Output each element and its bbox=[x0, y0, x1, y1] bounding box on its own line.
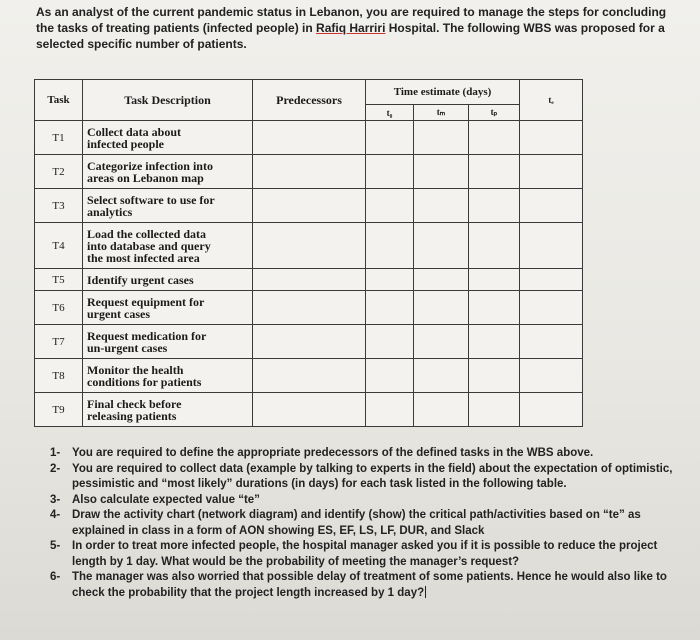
desc-line: analytics bbox=[87, 204, 133, 219]
question-text: Draw the activity chart (network diagram) and identify (show) the critical path/activities based on “te” as explained in class in a form of AON showing ES, EF, LS, LF, DUR, and Slack bbox=[72, 509, 641, 537]
header-predecessors: Predecessors bbox=[253, 80, 366, 121]
question-number: 2- bbox=[50, 462, 61, 475]
header-tm: tₘ bbox=[414, 105, 469, 121]
to-cell[interactable] bbox=[366, 269, 414, 291]
desc-line: Request equipment for bbox=[87, 294, 205, 309]
question-number: 3- bbox=[50, 493, 61, 506]
tp-cell[interactable] bbox=[469, 325, 520, 359]
te-cell[interactable] bbox=[520, 223, 583, 269]
table-row bbox=[35, 325, 583, 359]
question-number: 4- bbox=[50, 509, 61, 521]
predecessors-cell[interactable] bbox=[253, 155, 366, 189]
task-description bbox=[83, 325, 253, 359]
intro-text-a: As an analyst of the current pandemic status in Lebanon, you are required to manage the steps for concluding the tasks of treating patients (infected people) in bbox=[36, 5, 667, 35]
question-number: 5- bbox=[50, 540, 61, 552]
desc-line: Final check before bbox=[87, 396, 182, 411]
header-te: tₑ bbox=[520, 80, 583, 121]
task-description bbox=[83, 189, 253, 223]
question-text: You are required to collect data (example by talking to experts in the field) about the expectation of optimistic, pessimistic and “most likely” durations (in days) for each task listed in the following table. bbox=[72, 462, 673, 490]
question-item bbox=[50, 539, 690, 570]
text-cursor-icon bbox=[425, 586, 426, 598]
tm-cell[interactable] bbox=[414, 291, 469, 325]
task-id: T7 bbox=[35, 325, 83, 359]
question-text: Also calculate expected value “te” bbox=[72, 493, 260, 506]
tm-cell[interactable] bbox=[414, 359, 469, 393]
question-item bbox=[50, 493, 690, 509]
tm-cell[interactable] bbox=[414, 269, 469, 291]
tp-cell[interactable] bbox=[469, 291, 520, 325]
tp-cell[interactable] bbox=[469, 223, 520, 269]
te-cell[interactable] bbox=[520, 155, 583, 189]
task-id: T5 bbox=[35, 269, 83, 291]
header-tp: tₚ bbox=[469, 105, 520, 121]
desc-line: un-urgent cases bbox=[87, 340, 168, 355]
tp-cell[interactable] bbox=[469, 121, 520, 155]
tp-cell[interactable] bbox=[469, 393, 520, 427]
tm-cell[interactable] bbox=[414, 223, 469, 269]
te-cell[interactable] bbox=[520, 269, 583, 291]
predecessors-cell[interactable] bbox=[253, 291, 366, 325]
task-id: T6 bbox=[35, 291, 83, 325]
table-row bbox=[35, 223, 583, 269]
table-row bbox=[35, 121, 583, 155]
tp-cell[interactable] bbox=[469, 155, 520, 189]
question-item bbox=[50, 570, 690, 601]
desc-line: conditions for patients bbox=[87, 374, 202, 389]
desc-line: Categorize infection into bbox=[87, 158, 213, 173]
question-number: 6- bbox=[50, 571, 61, 583]
to-cell[interactable] bbox=[366, 393, 414, 427]
table-row bbox=[35, 291, 583, 325]
tm-cell[interactable] bbox=[414, 325, 469, 359]
predecessors-cell[interactable] bbox=[253, 269, 366, 291]
task-id: T1 bbox=[35, 121, 83, 155]
question-list bbox=[50, 446, 690, 601]
desc-line: areas on Lebanon map bbox=[87, 170, 204, 185]
intro-text-b: Hospital. The following WBS was proposed for a selected specific number of patients. bbox=[36, 21, 665, 51]
intro-paragraph bbox=[36, 4, 686, 52]
question-item bbox=[50, 446, 690, 462]
table-row bbox=[35, 269, 583, 291]
to-cell[interactable] bbox=[366, 189, 414, 223]
task-id: T8 bbox=[35, 359, 83, 393]
te-cell[interactable] bbox=[520, 325, 583, 359]
table-row bbox=[35, 155, 583, 189]
task-description bbox=[83, 291, 253, 325]
tp-cell[interactable] bbox=[469, 359, 520, 393]
task-id: T9 bbox=[35, 393, 83, 427]
desc-line: Monitor the health bbox=[87, 362, 184, 377]
tm-cell[interactable] bbox=[414, 155, 469, 189]
task-description bbox=[83, 393, 253, 427]
header-row-1 bbox=[35, 80, 583, 105]
to-cell[interactable] bbox=[366, 121, 414, 155]
tp-cell[interactable] bbox=[469, 269, 520, 291]
task-description bbox=[83, 269, 253, 291]
task-id: T4 bbox=[35, 223, 83, 269]
header-task: Task bbox=[35, 80, 83, 121]
question-text: In order to treat more infected people, the hospital manager asked you if it is possible to reduce the project length by 1 day. What would be the probability of meeting the manager’s request? bbox=[72, 540, 658, 568]
to-cell[interactable] bbox=[366, 223, 414, 269]
task-description bbox=[83, 155, 253, 189]
to-cell[interactable] bbox=[366, 155, 414, 189]
tm-cell[interactable] bbox=[414, 393, 469, 427]
predecessors-cell[interactable] bbox=[253, 393, 366, 427]
desc-line: Select software to use for bbox=[87, 192, 215, 207]
desc-line: Identify urgent cases bbox=[87, 272, 194, 287]
to-cell[interactable] bbox=[366, 325, 414, 359]
predecessors-cell[interactable] bbox=[253, 189, 366, 223]
tm-cell[interactable] bbox=[414, 189, 469, 223]
te-cell[interactable] bbox=[520, 393, 583, 427]
desc-line: Load the collected data bbox=[87, 226, 206, 241]
question-item bbox=[50, 462, 690, 493]
question-number: 1- bbox=[50, 447, 61, 459]
to-cell[interactable] bbox=[366, 359, 414, 393]
question-item bbox=[50, 508, 690, 539]
desc-line: into database and query bbox=[87, 238, 211, 253]
header-to: t₀ bbox=[366, 105, 414, 121]
task-description bbox=[83, 359, 253, 393]
question-text: You are required to define the appropriate predecessors of the defined tasks in the WBS above. bbox=[72, 447, 594, 459]
hospital-name: Rafiq Harriri bbox=[316, 21, 386, 35]
header-description: Task Description bbox=[83, 80, 253, 121]
predecessors-cell[interactable] bbox=[253, 121, 366, 155]
te-cell[interactable] bbox=[520, 121, 583, 155]
task-description bbox=[83, 121, 253, 155]
te-cell[interactable] bbox=[520, 359, 583, 393]
table-row bbox=[35, 393, 583, 427]
header-time-estimate: Time estimate (days) bbox=[366, 80, 520, 105]
desc-line: urgent cases bbox=[87, 306, 150, 321]
desc-line: infected people bbox=[87, 136, 164, 151]
task-id: T3 bbox=[35, 189, 83, 223]
desc-line: releasing patients bbox=[87, 408, 177, 423]
wbs-table bbox=[34, 79, 583, 427]
task-id: T2 bbox=[35, 155, 83, 189]
desc-line: Request medication for bbox=[87, 328, 207, 343]
to-cell[interactable] bbox=[366, 291, 414, 325]
te-cell[interactable] bbox=[520, 291, 583, 325]
desc-line: the most infected area bbox=[87, 250, 200, 265]
te-cell[interactable] bbox=[520, 189, 583, 223]
tp-cell[interactable] bbox=[469, 189, 520, 223]
table-row bbox=[35, 359, 583, 393]
predecessors-cell[interactable] bbox=[253, 325, 366, 359]
predecessors-cell[interactable] bbox=[253, 223, 366, 269]
desc-line: Collect data about bbox=[87, 124, 181, 139]
tm-cell[interactable] bbox=[414, 121, 469, 155]
task-description bbox=[83, 223, 253, 269]
table-row bbox=[35, 189, 583, 223]
predecessors-cell[interactable] bbox=[253, 359, 366, 393]
question-text: The manager was also worried that possible delay of treatment of some patients. Hence he would also like to check the probability that the project length increased by 1 day? bbox=[72, 571, 667, 599]
